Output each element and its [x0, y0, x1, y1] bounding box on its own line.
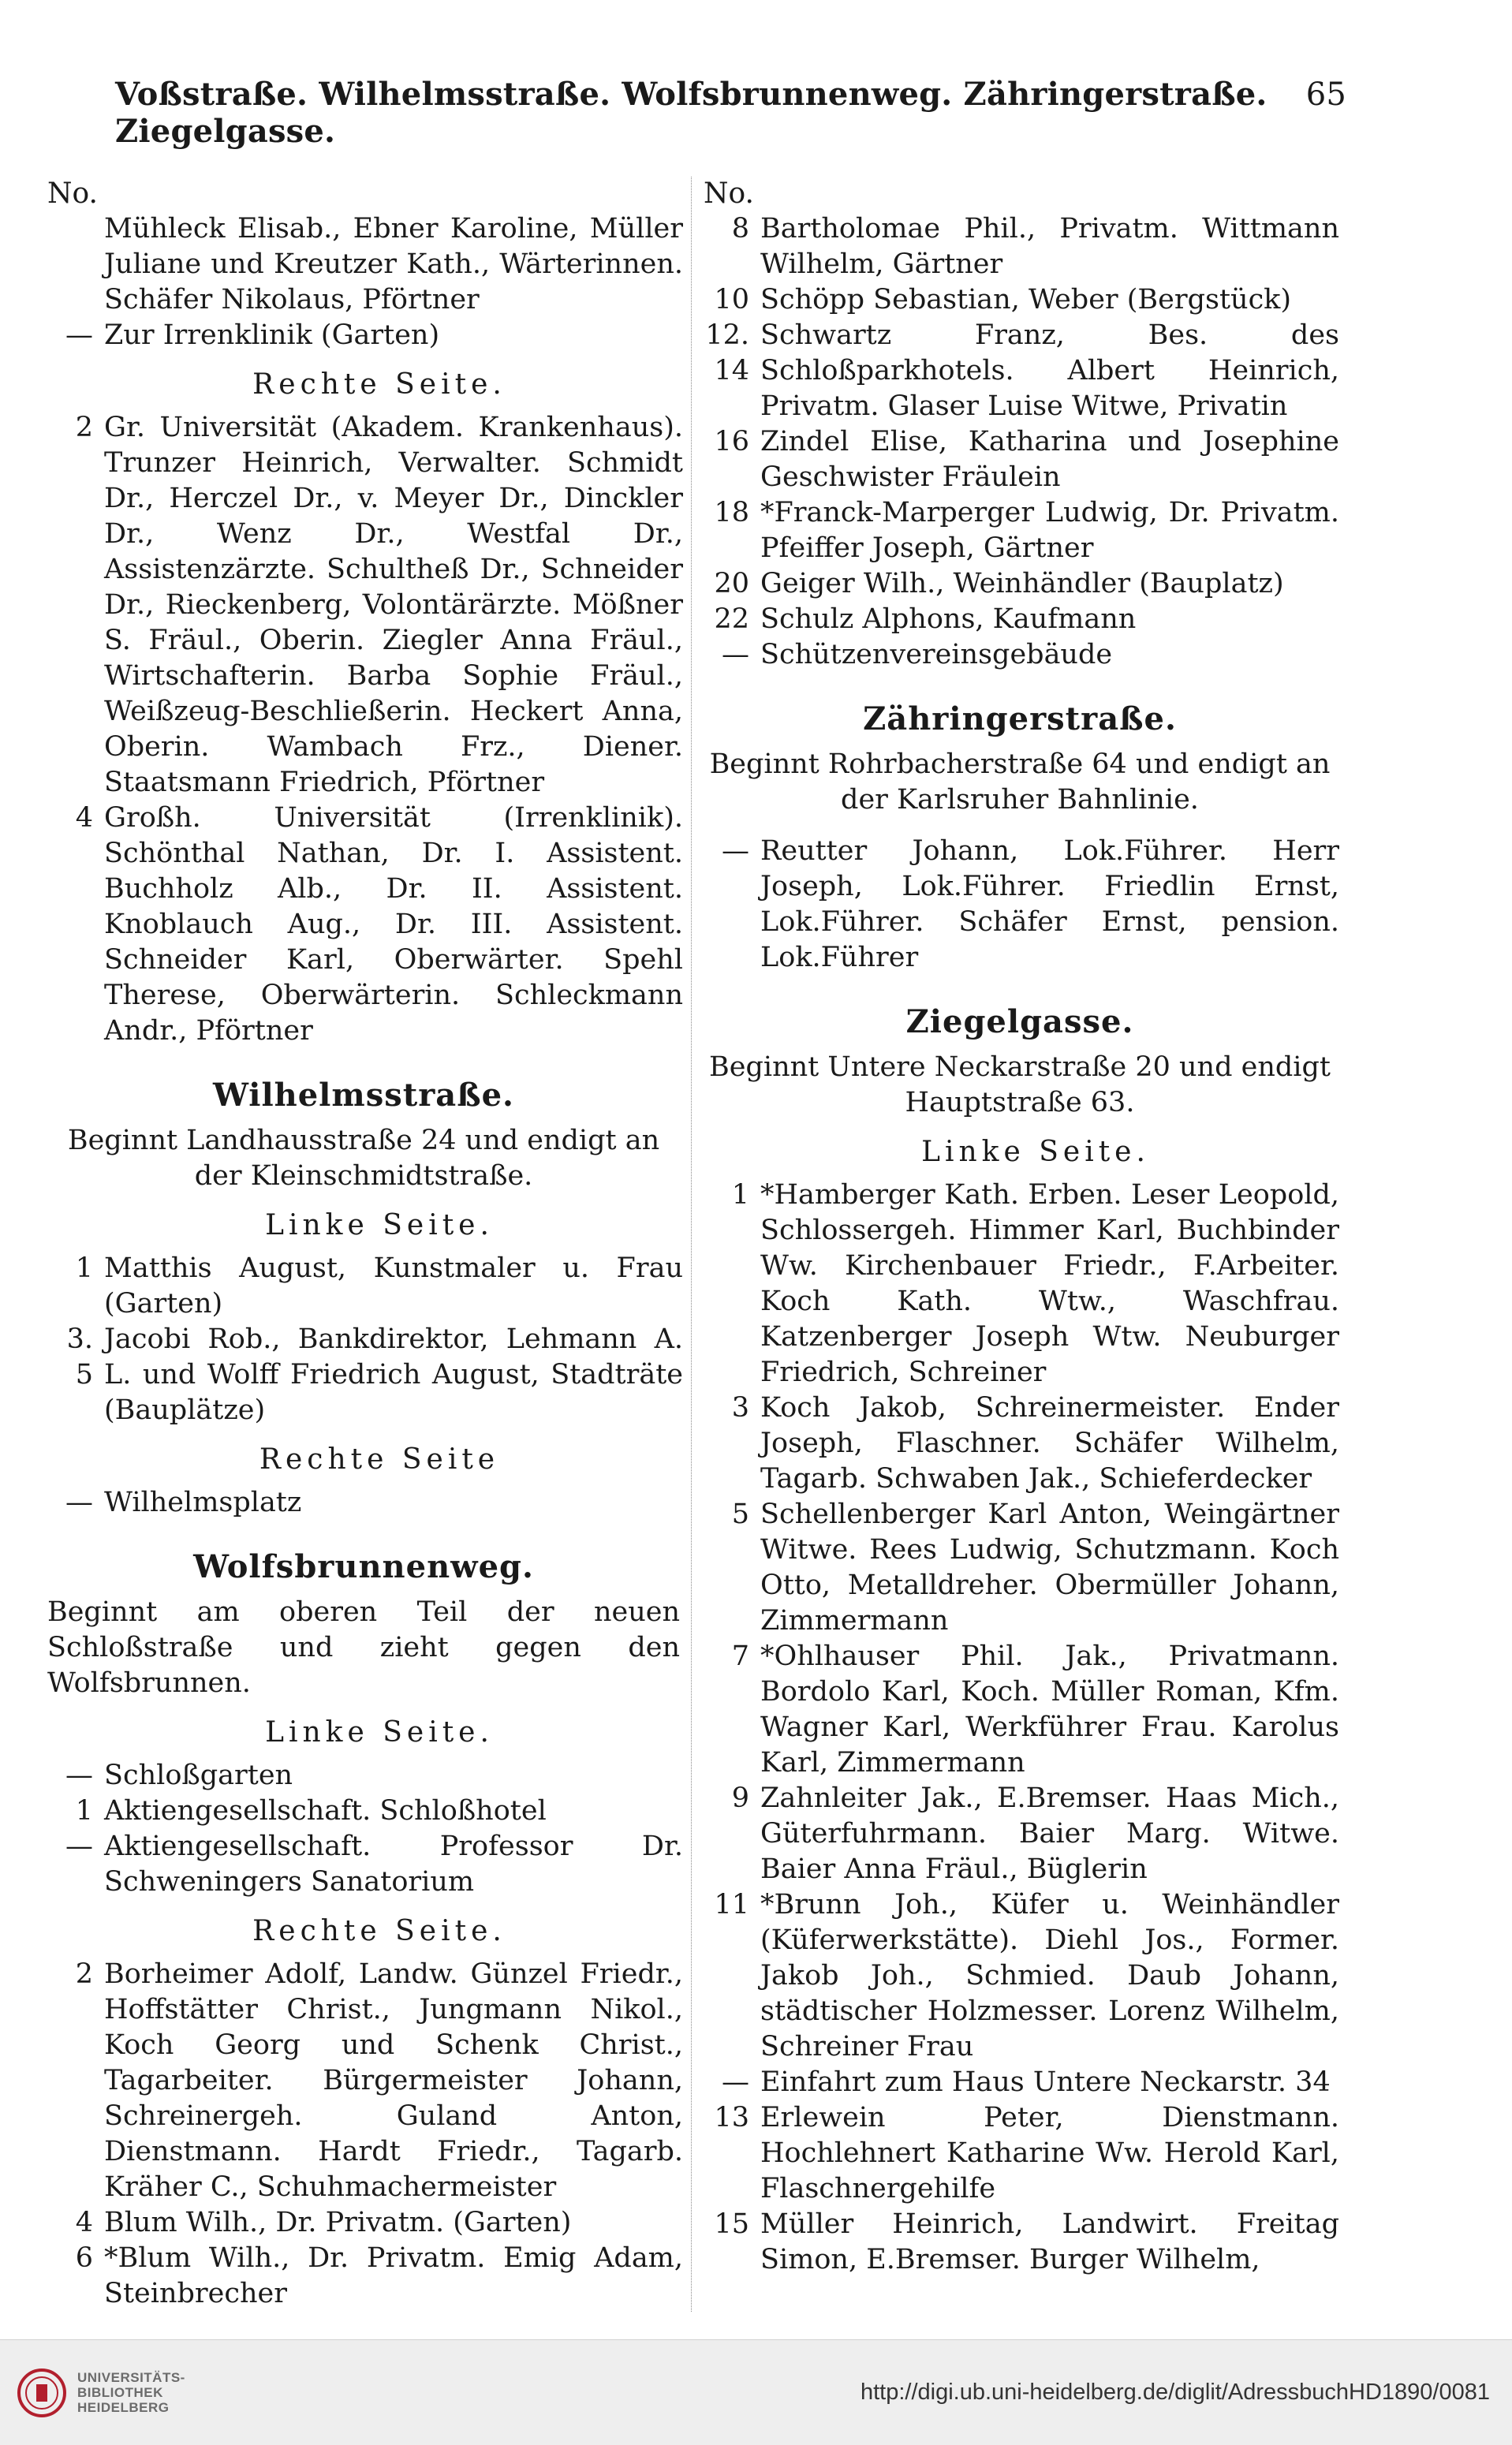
viewer-footer [0, 2339, 1512, 2445]
resident-text: *Franck-Marperger Ludwig, Dr. Privatm. Pfeiffer Joseph, Gärtner [760, 497, 1339, 564]
directory-entry [44, 801, 683, 1049]
resident-text: Wilhelmsplatz [104, 1487, 302, 1518]
directory-entry [700, 2065, 1339, 2100]
street-description: Beginnt Untere Neckarstraße 20 und endigt Hauptstraße 63. [709, 1051, 1331, 1118]
resident-text: Schwartz Franz, Bes. des Schloßparkhotels. Albert Heinrich, Privatm. Glaser Luise Witwe, Privatin [760, 319, 1339, 422]
resident-text: Gr. Universität (Akadem. Krankenhaus). Trunzer Heinrich, Verwalter. Schmidt Dr., Herczel Dr., v. Meyer Dr., Dinckler Dr., Wenz Dr., Westfal Dr., Assistenzärzte. Schultheß Dr., Schneider Dr., Rieckenberg, Volontärärzte. Mößner S. Fräul., Oberin. Ziegler Anna Fräul., Wirtschafterin. Barba Sophie Fräul., Weißzeug-Beschließerin. Heckert Anna, Oberin. Wambach Frz., Diener. Staatsmann Friedrich, Pförtner [104, 412, 683, 798]
resident-text: *Blum Wilh., Dr. Privatm. Emig Adam, Steinbrecher [104, 2242, 683, 2309]
section-subheading: Linke Seite. [265, 1716, 494, 1749]
house-number: 3. 5 [66, 1323, 93, 1390]
house-number: 4 [75, 2207, 93, 2238]
directory-entry [700, 1390, 1339, 1497]
house-number: — [65, 1831, 93, 1862]
section-subheading: Rechte Seite. [252, 1915, 506, 1947]
resident-text: Mühleck Elisab., Ebner Karoline, Müller Juliane und Kreutzer Kath., Wärterinnen. Schäfer Nikolaus, Pförtner [104, 213, 683, 315]
number-column-label: No. [47, 177, 98, 210]
resident-text: Schützenvereinsgebäude [760, 639, 1113, 670]
house-number: — [722, 639, 749, 670]
resident-text: Jacobi Rob., Bankdirektor, Lehmann A. L. und Wolff Friedrich August, Stadträte (Bauplätze) [104, 1323, 683, 1426]
house-number: 2 [75, 1958, 93, 1990]
house-number: 13 [714, 2102, 749, 2133]
street-description: Beginnt Landhausstraße 24 und endigt an der Kleinschmidtstraße. [67, 1125, 660, 1192]
resident-text: *Ohlhauser Phil. Jak., Privatmann. Bordolo Karl, Koch. Müller Roman, Kfm. Wagner Karl, Werkführer Frau. Karolus Karl, Zimmermann [760, 1641, 1339, 1779]
directory-entry [700, 2207, 1339, 2278]
resident-text: Blum Wilh., Dr. Privatm. (Garten) [104, 2207, 572, 2238]
library-logo[interactable] [17, 2368, 185, 2417]
directory-entry [44, 1794, 683, 1829]
resident-text: Koch Jakob, Schreinermeister. Ender Joseph, Flaschner. Schäfer Wilhelm, Tagarb. Schwaben Jak., Schieferdecker [760, 1392, 1339, 1495]
resident-text: *Hamberger Kath. Erben. Leser Leopold, Schlossergeh. Himmer Karl, Buchbinder Ww. Kirchenbauer Friedr., F.Arbeiter. Koch Kath. Wtw., Waschfrau. Katzenberger Joseph Wtw. Neuburger Friedrich, Schreiner [760, 1179, 1339, 1388]
resident-text: Geiger Wilh., Weinhändler (Bauplatz) [760, 568, 1284, 599]
wolfsbrunnenweg-right-entries [44, 1957, 683, 2312]
directory-entry [700, 211, 1339, 282]
house-number: 6 [75, 2242, 93, 2274]
running-header [115, 76, 1346, 150]
directory-entry [700, 1639, 1339, 1781]
house-number: 8 [731, 213, 749, 244]
wilhelmsstrasse-left-entries [44, 1251, 683, 1428]
house-number: 11 [714, 1889, 749, 1921]
directory-entry [44, 2241, 683, 2312]
house-number [44, 211, 104, 318]
directory-entry [700, 424, 1339, 495]
house-number: 15 [714, 2208, 749, 2240]
directory-entry [44, 1251, 683, 1322]
resident-text: Zahnleiter Jak., E.Bremser. Haas Mich., Güterfuhrmann. Baier Marg. Witwe. Baier Anna Fräul., Büglerin [760, 1782, 1339, 1885]
resident-text: Aktiengesellschaft. Schloßhotel [104, 1795, 547, 1827]
page-number: 65 [1305, 77, 1346, 113]
directory-entry [700, 318, 1339, 424]
library-name [77, 2370, 185, 2415]
wilhelmsstrasse-right-entries [44, 1485, 683, 1521]
directory-entry [700, 834, 1339, 976]
house-number: — [722, 835, 749, 867]
house-number: — [722, 2066, 749, 2098]
zaehringerstrasse-entries [700, 834, 1339, 976]
directory-entry [700, 1497, 1339, 1639]
section-subheading: Rechte Seite. [252, 368, 506, 401]
house-number: 22 [714, 603, 749, 635]
resident-text: Bartholomae Phil., Privatm. Wittmann Wilhelm, Gärtner [760, 213, 1339, 280]
directory-entry [700, 495, 1339, 566]
directory-entry [44, 1322, 683, 1428]
resident-text: Zur Irrenklinik (Garten) [104, 319, 440, 351]
column-divider [691, 177, 693, 2312]
left-column [44, 177, 683, 2312]
directory-entry [700, 637, 1339, 673]
header-title: Voßstraße. Wilhelmsstraße. Wolfsbrunnenweg. Zähringerstraße. Ziegelgasse. [115, 76, 1267, 150]
house-number: 10 [714, 284, 749, 315]
street-heading-wolfsbrunnenweg: Wolfsbrunnenweg. [193, 1548, 534, 1585]
resident-text: Aktiengesellschaft. Professor Dr. Schweningers Sanatorium [104, 1831, 683, 1898]
street-description: Beginnt am oberen Teil der neuen Schloßstraße und zieht gegen den Wolfsbrunnen. [47, 1596, 680, 1699]
resident-text: Borheimer Adolf, Landw. Günzel Friedr., Hoffstätter Christ., Jungmann Nikol., Koch Georg und Schenk Christ., Tagarbeiter. Bürgermeister Johann, Schreinergeh. Guland Anton, Dienstmann. Hardt Friedr., Tagarb. Kräher C., Schuhmachermeister [104, 1958, 683, 2203]
resident-text: Müller Heinrich, Landwirt. Freitag Simon, E.Bremser. Burger Wilhelm, [760, 2208, 1339, 2275]
street-description: Beginnt Rohrbacherstraße 64 und endigt an der Karlsruher Bahnlinie. [709, 748, 1331, 816]
resident-text: Matthis August, Kunstmaler u. Frau (Garten) [104, 1252, 683, 1320]
street-heading-wilhelmsstrasse: Wilhelmsstraße. [213, 1077, 514, 1114]
library-name-line: UNIVERSITÄTS- [77, 2370, 185, 2385]
house-number: 1 [75, 1252, 93, 1284]
house-number: 5 [731, 1499, 749, 1530]
house-number: 4 [75, 802, 93, 834]
left-top-entries [44, 211, 683, 353]
resident-text: Schulz Alphons, Kaufmann [760, 603, 1137, 635]
directory-entry [44, 410, 683, 801]
resident-text: *Brunn Joh., Küfer u. Weinhändler (Küferwerkstätte). Diehl Jos., Former. Jakob Joh., Schmied. Daub Johann, städtischer Holzmesser. Lorenz Wilhelm, Schreiner Frau [760, 1889, 1339, 2062]
resident-text: Erlewein Peter, Dienstmann. Hochlehnert Katharine Ww. Herold Karl, Flaschnergehilfe [760, 2102, 1339, 2204]
resident-text: Schellenberger Karl Anton, Weingärtner Witwe. Rees Ludwig, Schutzmann. Koch Otto, Metalldreher. Obermüller Johann, Zimmermann [760, 1499, 1339, 1637]
right-column [700, 177, 1339, 2312]
house-number: 1 [731, 1179, 749, 1211]
directory-entry [700, 282, 1339, 318]
house-number: 1 [75, 1795, 93, 1827]
resident-text: Schöpp Sebastian, Weber (Bergstück) [760, 284, 1292, 315]
resident-text: Großh. Universität (Irrenklinik). Schönthal Nathan, Dr. I. Assistent. Buchholz Alb., Dr. II. Assistent. Knoblauch Aug., Dr. III. Assistent. Schneider Karl, Oberwärter. Spehl Therese, Oberwärterin. Schleckmann Andr., Pförtner [104, 802, 683, 1047]
section-subheading: Linke Seite. [265, 1209, 494, 1241]
house-number: 18 [714, 497, 749, 528]
house-number: — [65, 319, 93, 351]
right-top-entries [700, 211, 1339, 673]
directory-entry [44, 2205, 683, 2241]
section-subheading: Rechte Seite [259, 1443, 500, 1476]
house-number: 7 [731, 1641, 749, 1672]
street-heading-zaehringerstrasse: Zähringerstraße. [863, 700, 1177, 737]
house-number: 12. 14 [705, 319, 749, 386]
house-number: 3 [731, 1392, 749, 1424]
section-subheading: Linke Seite. [921, 1136, 1150, 1168]
wolfsbrunnenweg-left-entries [44, 1758, 683, 1900]
directory-entry [44, 1957, 683, 2205]
directory-entry [700, 1178, 1339, 1390]
resident-text: Zindel Elise, Katharina und Josephine Geschwister Fräulein [760, 426, 1339, 493]
directory-entry [700, 566, 1339, 602]
directory-entry [700, 1887, 1339, 2065]
university-seal-icon [17, 2368, 66, 2417]
ziegelgasse-entries [700, 1178, 1339, 2278]
number-column-label: No. [704, 177, 754, 210]
street-heading-ziegelgasse: Ziegelgasse. [905, 1003, 1134, 1040]
directory-entry [44, 318, 683, 353]
resident-text: Reutter Johann, Lok.Führer. Herr Joseph, Lok.Führer. Friedlin Ernst, Lok.Führer. Schäfer Ernst, pension. Lok.Führer [760, 835, 1339, 973]
directory-entry [44, 1829, 683, 1900]
house-number: 9 [731, 1782, 749, 1814]
house-number: 2 [75, 412, 93, 443]
directory-entry [700, 2100, 1339, 2207]
left-right-side-entries [44, 410, 683, 1049]
directory-entry [44, 1485, 683, 1521]
house-number: 16 [714, 426, 749, 457]
directory-entry [700, 602, 1339, 637]
house-number: — [65, 1760, 93, 1791]
directory-entry [44, 211, 683, 318]
house-number: — [65, 1487, 93, 1518]
library-name-line: HEIDELBERG [77, 2400, 170, 2415]
directory-entry [700, 1781, 1339, 1887]
library-name-line: BIBLIOTHEK [77, 2385, 163, 2400]
two-column-body [44, 177, 1346, 2312]
house-number: 20 [714, 568, 749, 599]
resident-text: Schloßgarten [104, 1760, 293, 1791]
document-url-link[interactable]: http://digi.ub.uni-heidelberg.de/diglit/AdressbuchHD1890/0081 [860, 2380, 1490, 2405]
resident-text: Einfahrt zum Haus Untere Neckarstr. 34 [760, 2066, 1331, 2098]
directory-entry [44, 1758, 683, 1794]
